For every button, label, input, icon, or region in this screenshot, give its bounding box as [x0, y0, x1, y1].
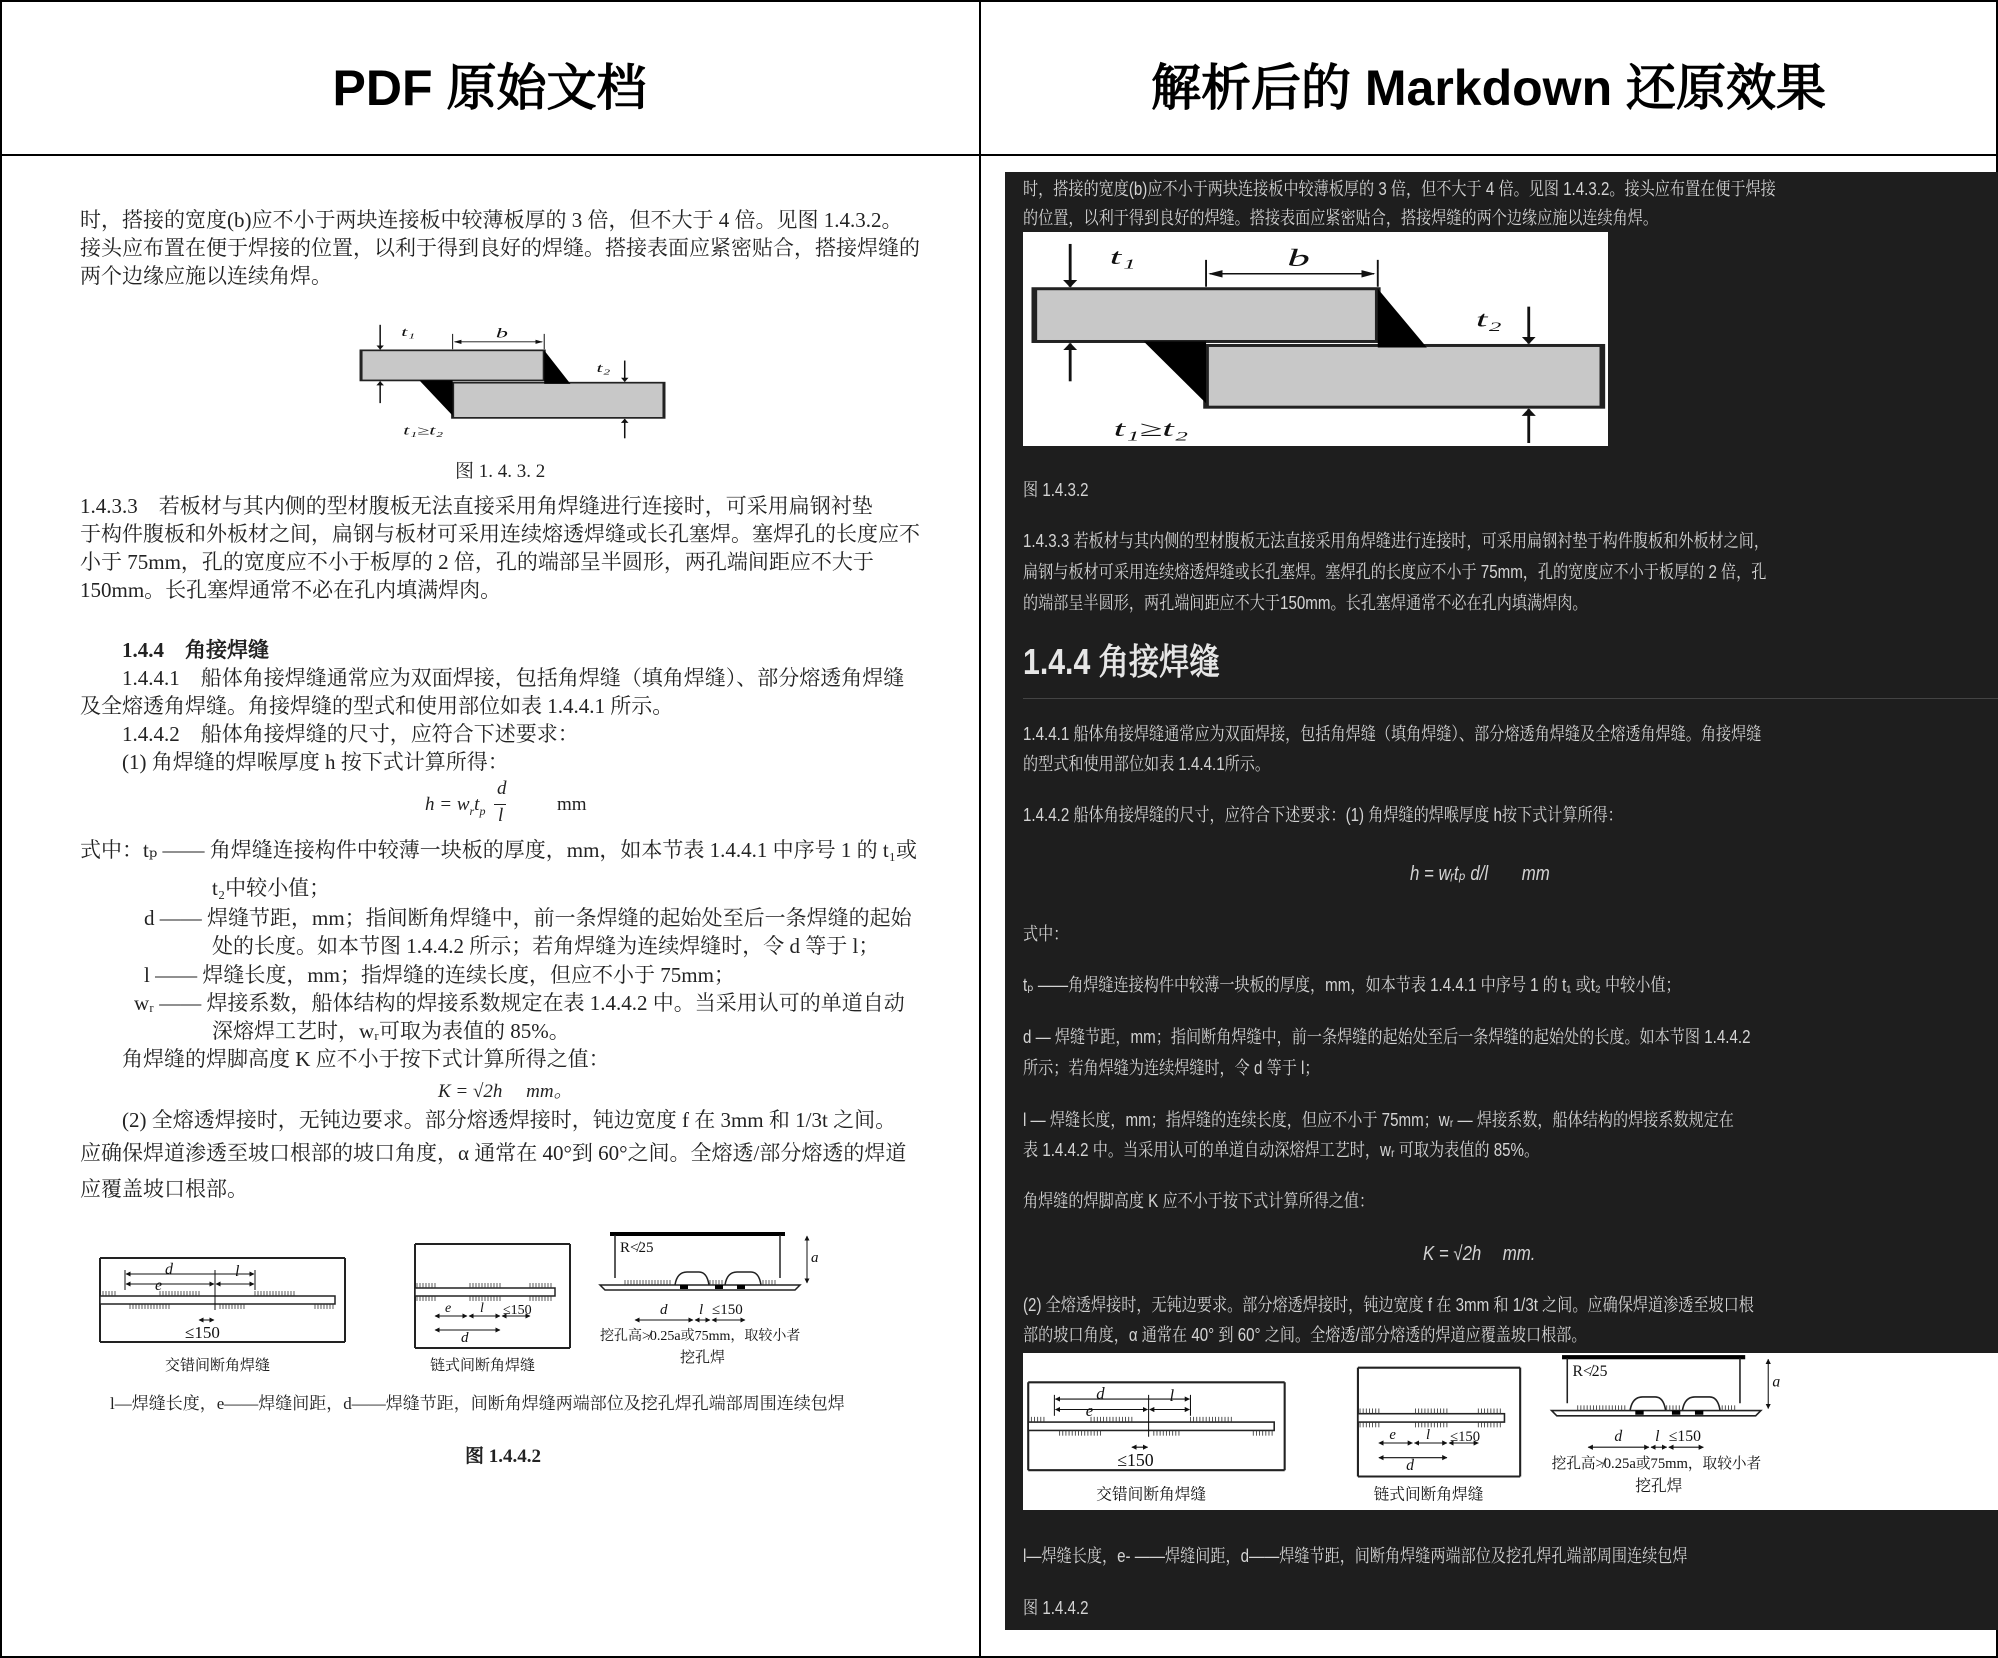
figure-caption: 图 1. 4. 3. 2: [455, 461, 546, 482]
d-label: d: [165, 1261, 173, 1278]
formula-t: t: [474, 794, 480, 815]
md-text-line: 的端部呈半圆形，两孔端间距应不大于150mm。长孔塞焊通常不必在孔内填满焊肉。: [1023, 593, 1588, 613]
md-text-line: 部的坡口角度，α 通常在 40° 到 60° 之间。全熔透/部分熔透的焊道应覆盖坡口根部。: [1023, 1325, 1587, 1345]
formula-numerator: d: [497, 778, 507, 799]
image-caption: 图 1.4.4.2: [1023, 1598, 1089, 1618]
l-label: l: [1169, 1386, 1175, 1406]
lower-plate: [453, 383, 664, 418]
pdf-text-line: t₂中较小值；: [212, 876, 331, 900]
right-column-title: 解析后的 Markdown 还原效果: [1150, 60, 1827, 116]
subfigure-caption: 挖孔焊: [1635, 1478, 1683, 1496]
image-legend: l—焊缝长度，e- ——焊缝间距，d——焊缝节距，间断角焊缝两端部位及挖孔焊孔端部周围连续包焊: [1023, 1546, 1688, 1566]
fillet-weld: [544, 350, 570, 383]
formula-sub: r: [469, 803, 475, 818]
scallop-note: 挖孔高≯0.25a或75mm，取较小者: [1551, 1456, 1762, 1473]
e-label: e: [155, 1277, 163, 1294]
e-label: e: [445, 1301, 452, 1316]
intermittent-weld-image: [1023, 1353, 1998, 1510]
pdf-text-line: 接头应布置在便于焊接的位置，以利于得到良好的焊缝。搭接表面应紧密贴合，搭接焊缝的: [80, 236, 920, 260]
md-text-line: d — 焊缝节距，mm；指间断角焊缝中，前一条焊缝的起始处至后一条焊缝的起始处的长度。如本节图 1.4.4.2: [1023, 1027, 1751, 1047]
pdf-text-line: 1.4.4.1 船体角接焊缝通常应为双面焊接，包括角焊缝（填角焊缝）、部分熔透角焊缝: [122, 666, 905, 690]
pdf-text-line: d —— 焊缝节距，mm；指间断角焊缝中，前一条焊缝的起始处至后一条焊缝的起始: [144, 906, 912, 930]
scallop-weld: [600, 1232, 819, 1366]
pdf-text-line: 于构件腹板和外板材之间，扁钢与板材可采用连续熔透焊缝或长孔塞焊。塞焊孔的长度应不: [80, 522, 920, 546]
subfigure-caption: 链式间断角焊缝: [430, 1358, 536, 1374]
pdf-text-line: 深熔焊工艺时，wᵣ可取为表值的 85%。: [212, 1019, 570, 1043]
pdf-text-line: 及全熔透角焊缝。角接焊缝的型式和使用部位如表 1.4.4.1 所示。: [80, 694, 674, 718]
md-text-line: 所示；若角焊缝为连续焊缝时，令 d 等于 l；: [1023, 1058, 1320, 1078]
pdf-text-line: 应覆盖坡口根部。: [80, 1177, 248, 1201]
b-label: b: [495, 326, 508, 341]
left-column-title: PDF 原始文档: [332, 60, 647, 116]
le150-label: ≤150: [1668, 1427, 1701, 1445]
column-divider: [979, 0, 981, 1658]
fillet-weld: [1144, 341, 1206, 403]
chain-intermittent-weld: [415, 1244, 570, 1374]
pdf-text-line: (1) 角焊缝的焊喉厚度 h 按下式计算所得：: [122, 750, 509, 774]
b-label: b: [1287, 244, 1310, 272]
figure-caption: 图 1.4.4.2: [465, 1446, 542, 1467]
scallop-note: 挖孔高≯0.25a或75mm，取较小者: [600, 1329, 801, 1344]
figure-legend: l—焊缝长度，e——焊缝间距，d——焊缝节距，间断角焊缝两端部位及挖孔焊孔端部周围连续包焊: [110, 1394, 845, 1413]
lap-joint-image: [1023, 232, 1608, 446]
md-text-line: 角焊缝的焊脚高度 K 应不小于按下式计算所得之值：: [1023, 1191, 1375, 1211]
subfigure-caption: 链式间断角焊缝: [1373, 1486, 1484, 1504]
fillet-weld: [1378, 289, 1427, 348]
subfigure-caption: 交错间断角焊缝: [1096, 1486, 1207, 1504]
pdf-text-line: 两个边缘应施以连续角焊。: [80, 264, 332, 288]
l-label: l: [1655, 1427, 1660, 1445]
heading-rule: [1023, 698, 1998, 699]
staggered-intermittent-weld: [100, 1258, 345, 1374]
md-text-line: 式中：: [1023, 924, 1069, 944]
pdf-text-line: 角焊缝的焊脚高度 K 应不小于按下式计算所得之值：: [122, 1047, 610, 1071]
pdf-text-line: (2) 全熔透焊接时，无钝边要求。部分熔透焊接时，钝边宽度 f 在 3mm 和 1/3t 之间。: [122, 1108, 897, 1132]
md-leg-formula: K = √2h mm.: [1423, 1243, 1536, 1265]
md-text-line: 1.4.4.2 船体角接焊缝的尺寸，应符合下述要求：(1) 角焊缝的焊喉厚度 h按下式计算所得：: [1023, 805, 1623, 825]
pdf-text-line: 150mm。长孔塞焊通常不必在孔内填满焊肉。: [80, 578, 502, 602]
lap-joint-figure: [355, 318, 667, 440]
d-label: d: [660, 1302, 668, 1318]
pdf-text-line: 1.4.4.2 船体角接焊缝的尺寸，应符合下述要求：: [122, 722, 579, 746]
pdf-text-line: 小于 75mm，孔的宽度应不小于板厚的 2 倍，孔的端部呈半圆形，两孔端间距应不大于: [80, 550, 874, 574]
formula-sub: p: [479, 803, 486, 818]
t2-label: t₂: [596, 360, 611, 375]
e-label: e: [1389, 1426, 1396, 1443]
pdf-text-line: 式中：tₚ —— 角焊缝连接构件中较薄一块板的厚度，mm，如本节表 1.4.4.1 中序号 1 的 t₁或: [80, 838, 918, 862]
scallop-weld: [1552, 1355, 1781, 1495]
l-label: l: [699, 1302, 704, 1318]
md-text-line: 1.4.4.1 船体角接焊缝通常应为双面焊接，包括角焊缝（填角焊缝）、部分熔透角焊缝及全熔透角焊缝。角接焊缝: [1023, 724, 1762, 744]
intermittent-weld-figure: [95, 1230, 930, 1380]
e-label: e: [1085, 1400, 1094, 1420]
le150-label: ≤150: [1117, 1450, 1154, 1471]
l-label: l: [480, 1301, 484, 1316]
a-label: a: [1772, 1373, 1781, 1391]
d-label: d: [461, 1330, 469, 1346]
leg-formula: K = √2h mm。: [438, 1081, 573, 1102]
md-heading: 1.4.4 角接焊缝: [1023, 641, 1220, 682]
le150-label: ≤150: [712, 1302, 743, 1318]
condition-label: t₁≥t₂: [1113, 416, 1189, 442]
le150-label: ≤150: [185, 1323, 220, 1342]
md-text-line: 的位置，以利于得到良好的焊缝。搭接表面应紧密贴合，搭接焊缝的两个边缘应施以连续角焊。: [1023, 208, 1659, 228]
md-throat-formula: h = wᵣtₚ d/l mm: [1410, 863, 1550, 885]
pdf-text-line: wᵣ —— 焊接系数，船体结构的焊接系数规定在表 1.4.4.2 中。当采用认可的单道自动: [134, 991, 905, 1015]
md-text-line: 表 1.4.4.2 中。当采用认可的单道自动深熔焊工艺时，wᵣ 可取为表值的 85%。: [1023, 1140, 1540, 1160]
l-label: l: [235, 1263, 240, 1280]
pdf-text-line: l —— 焊缝长度，mm；指焊缝的连续长度，但应不小于 75mm；: [144, 963, 735, 987]
r25-label: R≮25: [1572, 1363, 1608, 1381]
fillet-weld: [419, 380, 452, 415]
chain-intermittent-weld: [1358, 1368, 1520, 1504]
l-label: l: [1425, 1426, 1431, 1443]
subfigure-caption: 交错间断角焊缝: [165, 1358, 271, 1374]
formula-lhs: h = w: [425, 794, 470, 815]
pdf-text-line: 1.4.3.3 若板材与其内侧的型材腹板无法直接采用角焊缝进行连接时，可采用扁钢衬垫: [80, 494, 873, 518]
t2-label: t₂: [1475, 307, 1502, 332]
d-label: d: [1614, 1427, 1623, 1445]
condition-label: t₁≥t₂: [403, 423, 444, 438]
upper-plate: [361, 350, 544, 380]
md-text-line: tₚ ——角焊缝连接构件中较薄一块板的厚度，mm，如本节表 1.4.4.1 中序号 1 的 t₁ 或t₂ 中较小值；: [1023, 975, 1681, 995]
pdf-text-line: 时，搭接的宽度(b)应不小于两块连接板中较薄板厚的 3 倍，但不大于 4 倍。见图 1.4.3.2。: [80, 208, 903, 232]
md-text-line: 时，搭接的宽度(b)应不小于两块连接板中较薄板厚的 3 倍，但不大于 4 倍。见图 1.4.3.2。接头应布置在便于焊接: [1023, 179, 1776, 199]
subfigure-caption: 挖孔焊: [680, 1350, 726, 1366]
t1-label: t₁: [1109, 244, 1136, 270]
d-label: d: [1096, 1384, 1105, 1404]
md-text-line: (2) 全熔透焊接时，无钝边要求。部分熔透焊接时，钝边宽度 f 在 3mm 和 1/3t 之间。应确保焊道渗透至坡口根: [1023, 1295, 1754, 1315]
staggered-intermittent-weld: [1028, 1382, 1284, 1503]
t1-label: t₁: [401, 325, 416, 339]
a-label: a: [811, 1250, 819, 1266]
le150-label: ≤150: [503, 1303, 532, 1318]
d-label: d: [1406, 1457, 1414, 1475]
formula-unit: mm: [557, 794, 587, 815]
formula-denominator: l: [498, 805, 504, 826]
image-caption: 图 1.4.3.2: [1023, 480, 1089, 500]
md-text-line: l — 焊缝长度，mm；指焊缝的连续长度，但应不小于 75mm；wᵣ — 焊接系数，船体结构的焊接系数规定在: [1023, 1110, 1734, 1130]
le150-label: ≤150: [1450, 1428, 1481, 1445]
md-text-line: 1.4.3.3 若板材与其内侧的型材腹板无法直接采用角焊缝进行连接时，可采用扁钢衬垫于构件腹板和外板材之间，: [1023, 531, 1769, 551]
upper-plate: [1034, 289, 1377, 342]
md-text-line: 的型式和使用部位如表 1.4.4.1所示。: [1023, 754, 1270, 774]
section-heading: 1.4.4 角接焊缝: [122, 638, 269, 662]
pdf-text-line: 应确保焊道渗透至坡口根部的坡口角度，α 通常在 40°到 60°之间。全熔透/部分熔透的焊道: [80, 1141, 907, 1165]
r25-label: R≮25: [620, 1240, 654, 1256]
markdown-render-panel: [1005, 172, 1998, 1630]
md-text-line: 扁钢与板材可采用连续熔透焊缝或长孔塞焊。塞焊孔的长度应不小于 75mm，孔的宽度应不小于板厚的 2 倍，孔: [1023, 562, 1767, 582]
pdf-text-line: 处的长度。如本节图 1.4.4.2 所示；若角焊缝为连续焊缝时，令 d 等于 l；: [212, 934, 880, 958]
lower-plate: [1206, 345, 1602, 407]
